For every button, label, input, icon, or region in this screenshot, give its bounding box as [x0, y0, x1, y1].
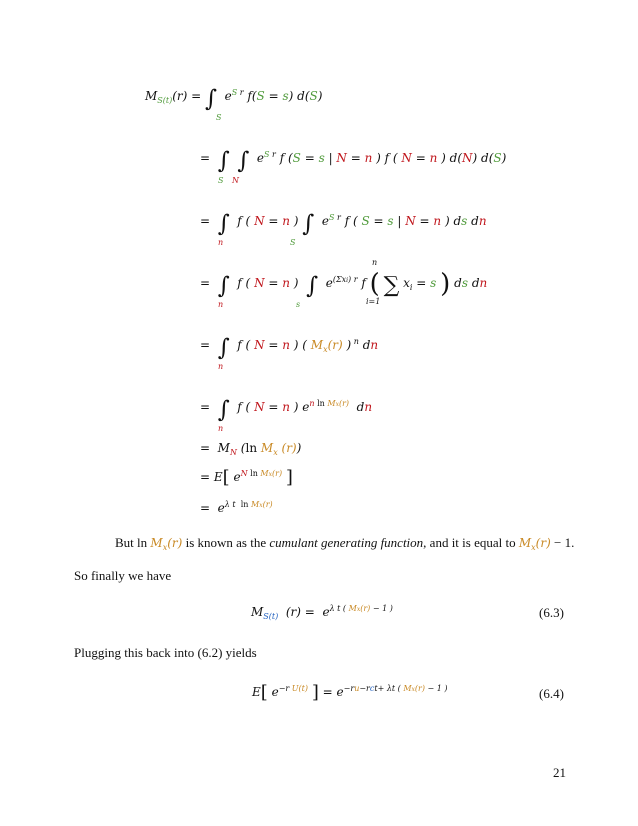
equation-line-4: = ∫ f ( N = n ) ∫ $e^{(\Sigma xi) r}$ f ( ∑ $x_i = s$ ) ds dn	[200, 269, 488, 299]
equation-line-2: = ∫ ∫ $e^S$ $^r$ f (S = s | N = n ) f ( N = n ) d(N) d(S)	[200, 148, 507, 174]
equation-line-1: $M_{S(t)}(r)$ = ∫ $e^S$ $^r$ f(S = s) d(S)	[145, 86, 323, 112]
equation-6-4: E[ $e^{-r U(t)}$ ] = $e^{-ru-rct+ \lambda t ( Mx(r) - 1 )}$	[252, 682, 448, 703]
equation-number-6-4: (6.4)	[539, 686, 564, 701]
equation-line-9: = $e^{\lambda t ln Mx(r)}$	[200, 500, 273, 515]
equation-line-5: = ∫ f ( N = n ) ( $M_x(r)$ ) $^n$ dn	[200, 335, 379, 361]
equation-number-6-3: (6.3)	[539, 605, 564, 620]
paragraph-plugging: Plugging this back into (6.2) yields	[74, 645, 257, 660]
equation-line-3: = ∫ f ( N = n ) ∫ $e^S$ $^r$ f ( S = s | N = n ) ds dn	[200, 211, 487, 237]
equation-6-3: $M_{S(t)}$ $(r) = e^{\lambda t ( Mx(r) - 1 )}$	[251, 604, 393, 621]
equation-line-6: = ∫ f ( N = n ) $e^{n ln Mx(r)}$ dn	[200, 397, 373, 423]
page-number: 21	[553, 765, 566, 780]
equation-line-7: = $M_N$ (ln $M_x$ (r))	[200, 441, 302, 457]
paragraph-finally: So finally we have	[74, 568, 172, 583]
paragraph-cumulant: But $\ln M_x(r)$ is known as the cumulant generating function, and it is equal to $M_x(r) - 1$.	[115, 535, 575, 552]
equation-line-8: = E[ $e^{N ln Mx(r)}$ ]	[200, 467, 293, 488]
